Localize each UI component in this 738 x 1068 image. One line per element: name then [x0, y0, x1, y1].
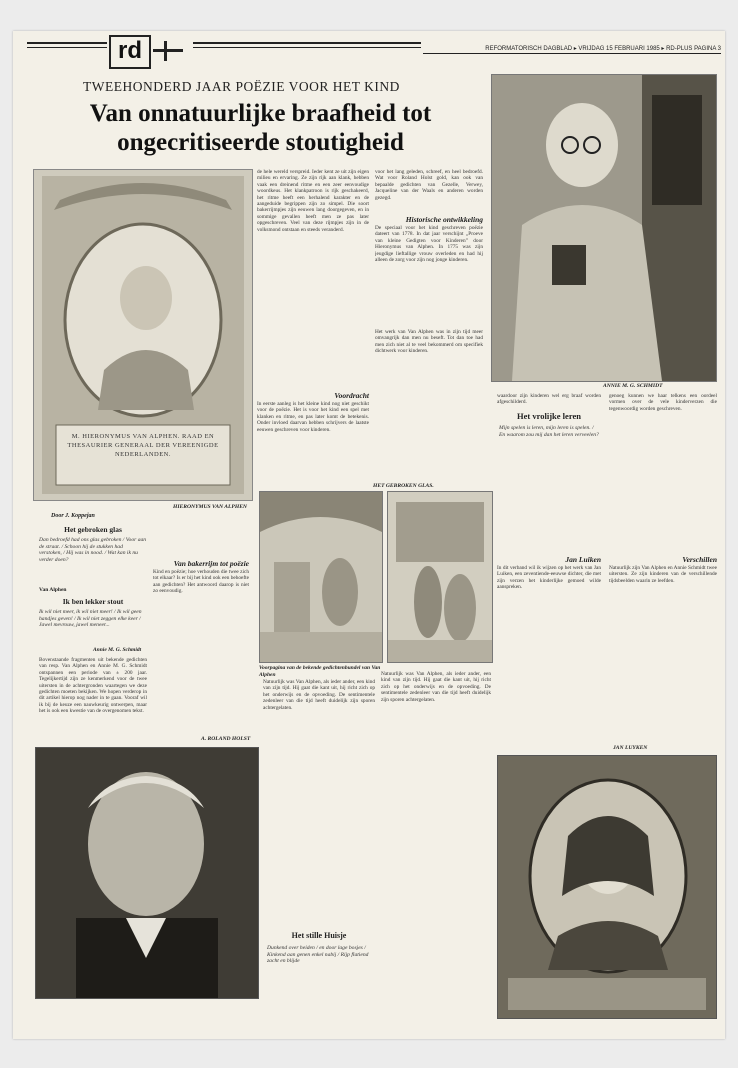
body-paragraph: De speciaal voor het kind geschreven poëzie dateert van 1778. In dat jaar verschijnt „Proeve van kleine Gedigten voor Kinderen” door Hieronymus van Alphen. In 1775 was zijn jeugdige lieftallige vrouw overleden en had hij alleen de zorg voor zijn nog jonge kinderen. — [375, 225, 483, 264]
newspaper-page — [13, 31, 725, 1039]
body-col1 — [39, 657, 147, 733]
poem-title-glas: Het gebroken glas — [64, 525, 122, 534]
engraving-icon — [388, 492, 492, 662]
body-col2-lower — [153, 569, 249, 731]
body-paragraph: voor het lang geleden, schreef, en heel bedroefd. Wat voor Roland Holst gold, kan ook van bepaalde gedichten van Gezelle, Verwey, Jacqueline van der Waals en anderen worden gezegd. — [375, 169, 483, 201]
body-paragraph: Het werk van Van Alphen was in zijn tijd meer omvangrijk dan men nu beseft. Tot dan toe had men zich niet al te veel bekommerd om specifiek dichtwerk voor kinderen. — [375, 329, 483, 355]
article-headline: Van onnatuurlijke braafheid tot ongecritiseerde stoutigheid — [89, 100, 432, 156]
subhead-bakerrijm: Van bakerrijm tot poëzie — [173, 559, 249, 568]
subhead-luiken: Jan Luiken — [565, 555, 601, 564]
caption-voorpagina: Voorpagina van de bekende gedichtenbundel van Van Alphen — [259, 665, 381, 678]
caption-schmidt: ANNIE M. G. SCHMIDT — [603, 383, 663, 389]
body-col4-luiken — [497, 565, 601, 745]
cross-icon — [153, 41, 183, 61]
holst-photo — [35, 747, 259, 999]
body-paragraph: Kind en poëzie; hoe verhouden die twee zich tot elkaar? Is er bij het kind ook een behoefte aan gedichten? Het antwoord daarop is niet zo eenvoudig. — [153, 569, 249, 595]
holst-portrait-icon — [36, 748, 258, 998]
body-paragraph: Bovenstaande fragmenten uit bekende gedichten van resp. Van Alphen en Annie M. G. Schmidt ontspannen een periode van ± 200 jaar. Tegelijkertijd zijn ze kenmerkend voor de twee uitersten in de achtergronden waartegen we deze gedichten moeten bekijken. We hopen verderop in dit artikel hierop nog nader in te gaan. Vooraf wil ik bij de keuze een nauwkeurig ontwerpen, maar het is ook een kwestie van de overgenomen tekst. — [39, 657, 147, 715]
schmidt-portrait-icon — [492, 75, 716, 381]
body-paragraph: In dit verband wil ik wijzen op het werk van Jan Luiken, een zeventiende-eeuwse dichter, die met zijn verzen het kinderlijke gemoed wilde aanspreken. — [497, 565, 601, 591]
engraving-icon — [260, 492, 382, 662]
caption-glas: HET GEBROKEN GLAS. — [373, 483, 434, 489]
poem-huisje: Dunkend over heiden / en door lage bosjes / Kinkend aan genen enkel nabij / Rijp flatiend zacht en blijde — [267, 945, 369, 965]
poem-glas: Dan bedroefd had ons glas gebroken / Voor aan de straat. / Schoon hij de stukken had verstoken, / Hij was in nood. / Wat kan ik nu verder doen? — [39, 537, 147, 563]
subhead-historische: Historische ontwikkeling — [405, 215, 483, 224]
body-col5-top — [609, 393, 717, 549]
body-col5-verschillen — [609, 565, 717, 745]
body-paragraph: Natuurlijk was Van Alphen, als ieder ander, een kind van zijn tijd. Hij gaat die kant uit, hij richt zich op het onderwijs en de opvoeding. De sentimentele zedenleer van die tijd heeft duidelijk zijn sporen achtergelaten. — [381, 671, 491, 703]
body-col3-mid — [375, 329, 483, 479]
subhead-voordracht: Voordracht — [334, 391, 369, 400]
body-col2-bottom — [263, 679, 375, 921]
vanalphen-portrait — [33, 169, 253, 501]
body-col3-historische — [375, 225, 483, 325]
poem-stout: Ik wil niet meer, ik wil niet meer! / Ik wil geen handjes geven! / Ik wil niet zeggen elke keer / Jawel mevrouw, jawel meneer... — [39, 609, 142, 629]
rd-logo — [109, 35, 189, 67]
caption-luyken: JAN LUYKEN — [613, 745, 648, 751]
body-paragraph: Natuurlijk zijn Van Alphen en Annie Schmidt twee uitersten. Ze zijn kinderen van de verschillende tijdsbeelden waarin ze leefden. — [609, 565, 717, 584]
body-paragraph: de hele wereld verspreid. Ieder kent ze uit zijn eigen milieu en ervaring. Ze zijn rijk aan klank, hebben vaak een dreinend ritme en een zeer eenvoudige woordkeus. Het klankpatroon is rijk geschakeerd, het ritme heeft een herhalend karakter en de aangeduide begrippen zijn zo simpel. Die soort bakerrijmpjes zijn eeuwen lang doorgegeven, en in sommige gevallen heeft men ze pas later opgeschreven. Veel van deze rijmpjes zijn in de volksmond ontstaan en steeds veranderd. — [257, 169, 369, 233]
subhead-huisje: Het stille Huisje — [291, 931, 347, 940]
poem-author-vanalphen: Van Alphen — [39, 587, 67, 593]
subhead-verschillen: Verschillen — [682, 555, 717, 564]
body-paragraph: Natuurlijk was Van Alphen, als ieder ander, een kind van zijn tijd. Hij gaat die kant uit, hij richt zich op het onderwijs en de opvoeding. De sentimentele zedenleer van die tijd heeft duidelijk zijn sporen achtergelaten. — [263, 679, 375, 711]
body-col2-upper — [257, 169, 369, 389]
masthead-rule-mid-thin — [193, 47, 421, 48]
article-kicker: TWEEHONDERD JAAR POËZIE VOOR HET KIND — [83, 79, 400, 94]
body-col2-voordracht — [257, 401, 369, 481]
body-col4-top — [497, 393, 601, 407]
body-paragraph: genoeg kunnen we haar telkens een oordeel vormen over de vele kinderverzen die tegenwoordig worden geschreven. — [609, 393, 717, 412]
portrait-inscription: M. HIERONYMUS VAN ALPHEN. RAAD EN THESAURIER GENERAAL DER VEREENIGDE NEDERLANDEN. — [67, 433, 219, 458]
byline: Door J. Koppejan — [51, 513, 95, 519]
body-paragraph: waardoor zijn kinderen wel erg braaf worden afgeschilderd. — [497, 393, 601, 406]
masthead-rule-left — [27, 42, 107, 44]
poem-title-stout: Ik ben lekker stout — [62, 597, 124, 606]
masthead-info: REFORMATORISCH DAGBLAD ▸ VRIJDAG 15 FEBRUARI 1985 ▸ RD-PLUS PAGINA 3 — [485, 46, 721, 52]
poem-author-schmidt: Annie M. G. Schmidt — [93, 647, 142, 653]
logo-text: rd — [109, 35, 151, 69]
luyken-portrait-icon — [498, 756, 716, 1018]
glas-illustration — [387, 491, 493, 663]
luyken-engraving — [497, 755, 717, 1019]
voorpagina-illustration — [259, 491, 383, 663]
masthead-rule-mid — [193, 42, 421, 44]
caption-holst: A. ROLAND HOLST — [201, 736, 251, 742]
masthead-rule-left-thin — [27, 47, 107, 48]
caption-vanalphen: HIERONYMUS VAN ALPHEN — [173, 504, 247, 510]
body-col3-lower — [381, 671, 491, 1011]
schmidt-photo — [491, 74, 717, 382]
subhead-vrolijk: Het vrolijke leren — [517, 411, 581, 421]
poem-vrolijk: Mijn spelen is leren, mijn leren is spelen. / En waarom zou mij dan het leren verveelen? — [499, 425, 599, 438]
body-col3-top — [375, 169, 483, 211]
body-paragraph: In eerste aanleg is het kleine kind nog niet geschikt voor de poëzie. Het is voor het kind een spel met klanken en ritme, en pas later komt de betekenis. Onder invloed daarvan hebben schrijvers de laatste eeuwen geschreven voor kinderen. — [257, 401, 369, 433]
masthead-rule-right — [423, 53, 721, 54]
